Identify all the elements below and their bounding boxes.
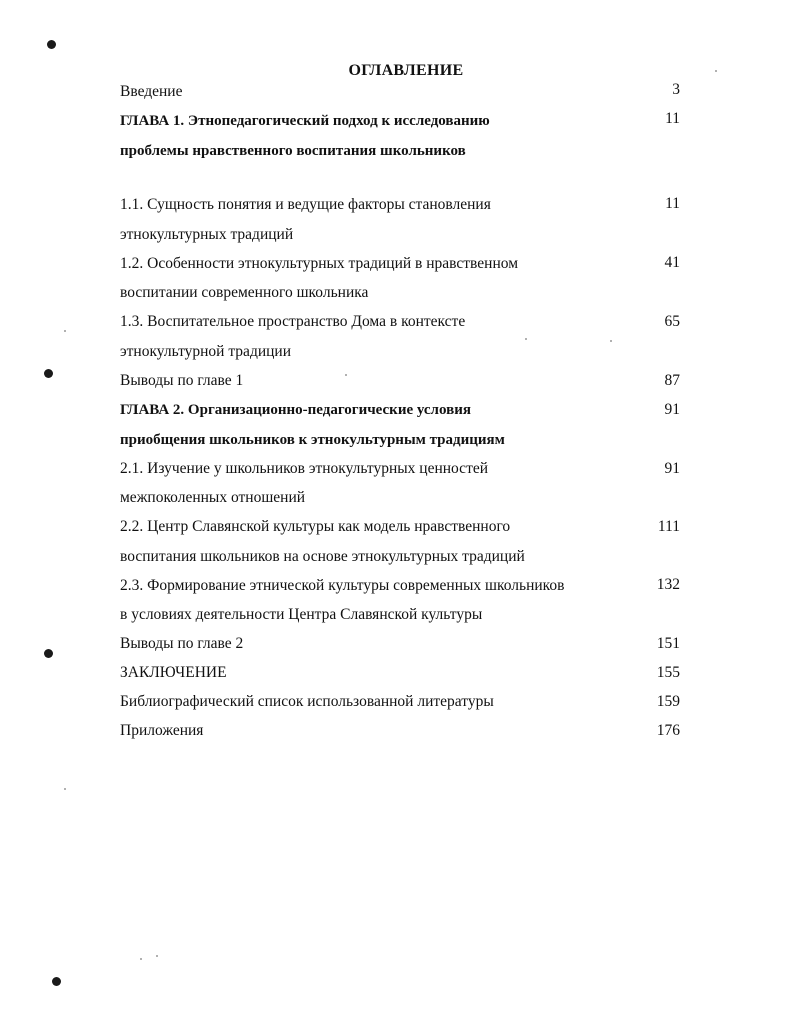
toc-entry-section-2-2: 2.2. Центр Славянской культуры как модель нравственного [120, 518, 511, 535]
scan-speck [610, 340, 612, 342]
scan-speck [525, 338, 527, 340]
toc-entry-conclusions-2: Выводы по главе 2 [120, 635, 244, 652]
toc-page-number: 87 [664, 372, 680, 389]
toc-entry-appendices: Приложения [120, 722, 204, 739]
toc-page-number: 11 [665, 195, 680, 212]
scan-speck [345, 374, 347, 376]
toc-page-number: 155 [656, 664, 680, 681]
toc-entry-conclusion: ЗАКЛЮЧЕНИЕ [120, 664, 227, 681]
toc-entry-section-1-2-cont: воспитании современного школьника [120, 284, 369, 301]
toc-entry-introduction: Введение [120, 83, 183, 100]
scan-speck [64, 330, 66, 332]
scan-speck [156, 955, 158, 957]
toc-entry-section-2-1: 2.1. Изучение у школьников этнокультурных ценностей [120, 460, 489, 477]
toc-page-number: 3 [672, 81, 680, 98]
binder-hole-mark [52, 977, 61, 986]
toc-entry-section-1-3: 1.3. Воспитательное пространство Дома в контексте [120, 313, 466, 330]
toc-entry-section-1-1: 1.1. Сущность понятия и ведущие факторы становления [120, 196, 491, 213]
toc-page-number: 91 [664, 401, 680, 418]
binder-hole-mark [44, 369, 53, 378]
toc-entry-conclusions-1: Выводы по главе 1 [120, 372, 244, 389]
toc-page-number: 65 [664, 313, 680, 330]
toc-page-number: 41 [664, 254, 680, 271]
binder-hole-mark [47, 40, 56, 49]
toc-page-number: 111 [657, 518, 680, 535]
scan-speck [64, 788, 66, 790]
toc-entry-section-2-1-cont: межпоколенных отношений [120, 489, 306, 506]
toc-page-number: 159 [656, 693, 680, 710]
toc-entry-section-2-3-cont: в условиях деятельности Центра Славянской культуры [120, 606, 483, 623]
toc-entry-section-1-2: 1.2. Особенности этнокультурных традиций в нравственном [120, 255, 519, 272]
toc-entry-chapter-1: ГЛАВА 1. Этнопедагогический подход к исследованию [120, 113, 490, 129]
toc-page-number: 11 [665, 110, 680, 127]
toc-page-number: 132 [656, 576, 680, 593]
toc-entry-section-1-3-cont: этнокультурной традиции [120, 343, 292, 360]
toc-entry-bibliography: Библиографический список использованной литературы [120, 693, 494, 710]
toc-entry-chapter-1-cont: проблемы нравственного воспитания школьников [120, 143, 466, 159]
scan-speck [140, 958, 142, 960]
toc-page-number: 91 [664, 460, 680, 477]
toc-page-number: 176 [656, 722, 680, 739]
toc-entry-section-2-2-cont: воспитания школьников на основе этнокультурных традиций [120, 548, 525, 565]
toc-entry-section-2-3: 2.3. Формирование этнической культуры современных школьников [120, 577, 565, 594]
binder-hole-mark [44, 649, 53, 658]
toc-entry-chapter-2-cont: приобщения школьников к этнокультурным традициям [120, 432, 505, 448]
toc-page-number: 151 [656, 635, 680, 652]
toc-title: ОГЛАВЛЕНИЕ [348, 62, 464, 79]
toc-entry-chapter-2: ГЛАВА 2. Организационно-педагогические условия [120, 402, 471, 418]
toc-entry-section-1-1-cont: этнокультурных традиций [120, 226, 294, 243]
